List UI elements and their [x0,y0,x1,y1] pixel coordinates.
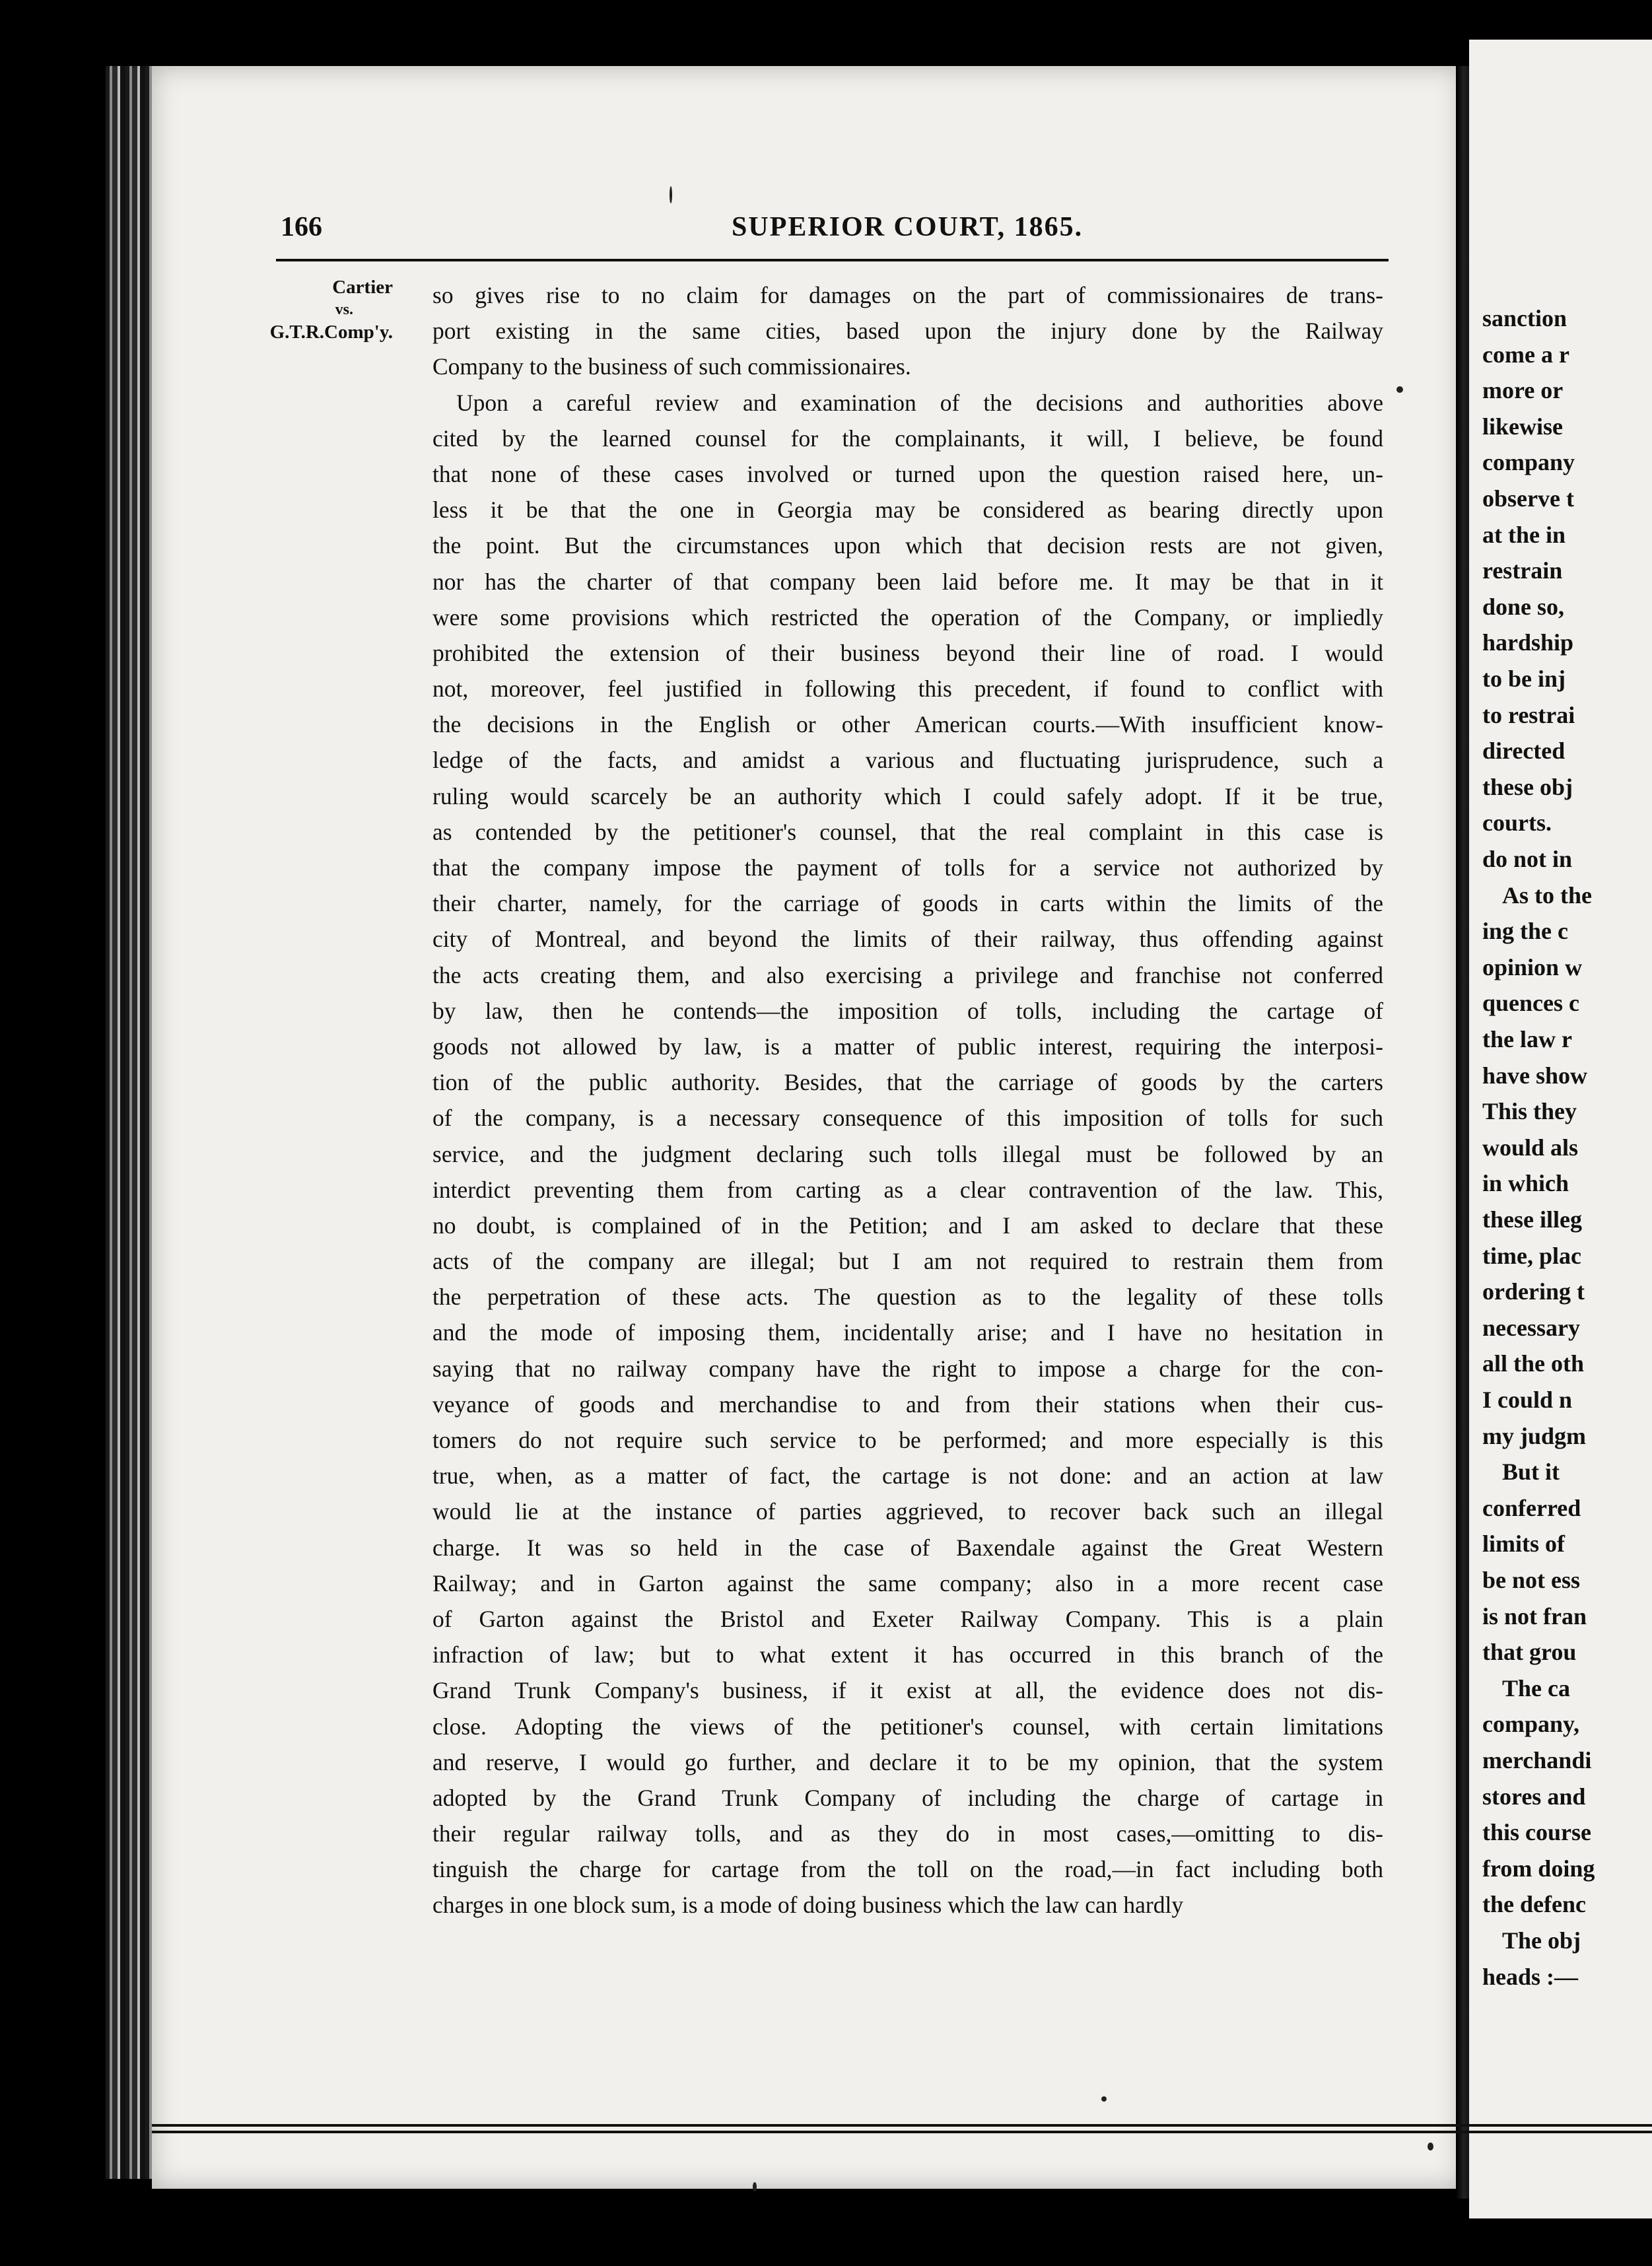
adjacent-page-text-line: necessary [1482,1314,1580,1341]
adjacent-page-text-line: I could n [1482,1387,1573,1413]
adjacent-page-text-line: in which [1482,1170,1569,1197]
adjacent-page-text-line: my judgm [1482,1422,1587,1449]
adjacent-page-text-line: This they [1482,1098,1577,1125]
adjacent-page-text-line: more or [1482,377,1564,404]
body-text-line: Upon a careful review and examination of the decisions and authorities above [456,389,1383,416]
adjacent-page-text-line: is not fran [1482,1602,1587,1630]
adjacent-page-text-line: But it [1502,1459,1560,1486]
adjacent-page-text-line: As to the [1502,881,1592,909]
body-text-line: prohibited the extension of their business beyond their line of road. I would [432,639,1383,666]
adjacent-page-text-line: the defenc [1482,1891,1586,1918]
body-text-line: saying that no railway company have the right to impose a charge for the con- [432,1355,1383,1382]
body-text-line: Grand Trunk Company's business, if it exist at all, the evidence does not dis- [432,1677,1383,1704]
adjacent-page-text-line: come a r [1482,341,1569,368]
adjacent-page-text-line: restrain [1482,557,1563,584]
bottom-rule-top [152,2124,1652,2127]
adjacent-page-text-line: at the in [1482,521,1566,548]
body-text-line: less it be that the one in Georgia may be considered as bearing directly upon [432,497,1383,524]
body-text [432,277,1383,1923]
adjacent-page-text-line: be not ess [1482,1567,1581,1593]
adjacent-page-text-line: quences c [1482,990,1579,1017]
body-text-line: and reserve, I would go further, and declare it to be my opinion, that the system [432,1748,1383,1775]
adjacent-page-text-line: ing the c [1482,918,1568,945]
body-text-line: and the mode of imposing them, incidentally arise; and I have no hesitation in [432,1319,1383,1346]
body-text-line: port existing in the same cities, based upon the injury done by the Railway [432,318,1383,345]
adjacent-page-text-line: these obj [1482,773,1573,800]
adjacent-page-text-line: the law r [1482,1026,1572,1052]
adjacent-page-text-line: hardship [1482,629,1574,656]
adjacent-page-text-line: The ca [1502,1674,1570,1701]
page-number: 166 [281,212,322,242]
margin-note-versus: vs. [335,301,353,318]
adjacent-page-text-line: opinion w [1482,953,1583,980]
body-text-line: veyance of goods and merchandise to and from their stations when their cus- [432,1390,1383,1418]
bottom-rule-bottom [152,2131,1652,2133]
body-text-line: the perpetration of these acts. The question as to the legality of these tolls [432,1284,1383,1311]
body-text-line: interdict preventing them from carting as a clear contravention of the law. This, [432,1176,1383,1203]
body-text-line: tinguish the charge for cartage from the toll on the road,—in fact including both [432,1856,1383,1883]
scan-speck [1101,2096,1107,2102]
adjacent-page-fragment [1469,40,1652,2218]
scan-speck [1428,2143,1433,2150]
adjacent-page-text-line: to be inj [1482,666,1566,692]
margin-note-defendant: G.T.R.Comp'y. [269,322,393,343]
adjacent-page-text-line: to restrai [1482,701,1575,728]
scan-speck [1396,386,1403,393]
body-text-line: nor has the charter of that company been laid before me. It may be that in it [432,568,1383,595]
body-text-line: the point. But the circumstances upon which that decision rests are not given, [432,532,1383,559]
adjacent-page-text-line: directed [1482,738,1566,765]
body-text-line: cited by the learned counsel for the complainants, it will, I believe, be found [432,425,1383,452]
margin-note-case-name [241,276,393,343]
adjacent-page-text-line: sanction [1482,305,1567,331]
adjacent-page-text-line: limits of [1482,1530,1565,1558]
adjacent-page-text-line: do not in [1482,846,1573,872]
body-text-line: acts of the company are illegal; but I am not required to restrain them from [432,1248,1383,1275]
body-text-line: tion of the public authority. Besides, that the carriage of goods by the carters [432,1069,1383,1096]
body-text-line: charge. It was so held in the case of Baxendale against the Great Western [432,1534,1383,1561]
body-text-line: Railway; and in Garton against the same company; also in a more recent case [432,1569,1383,1596]
adjacent-page-text-line: this course [1482,1819,1591,1846]
adjacent-page-text-line: courts. [1482,809,1552,837]
body-text-line: of Garton against the Bristol and Exeter Railway Company. This is a plain [432,1605,1383,1632]
body-text-line: their regular railway tolls, and as they do in most cases,—omitting to dis- [432,1820,1383,1847]
adjacent-page-text-line: all the oth [1482,1350,1585,1377]
body-text-line: so gives rise to no claim for damages on the part of commissionaires de trans- [432,282,1383,308]
body-text-line: close. Adopting the views of the petitioner's counsel, with certain limitations [432,1713,1383,1740]
body-text-line: that the company impose the payment of tolls for a service not authorized by [432,854,1383,881]
adjacent-page-text-line: from doing [1482,1855,1595,1882]
scan-speck [670,186,672,203]
adjacent-page-text-line: heads :— [1482,1963,1579,1990]
body-text-line: the decisions in the English or other American courts.—With insufficient know- [432,711,1383,738]
adjacent-page-text-line: The obj [1502,1927,1581,1954]
running-head: SUPERIOR COURT, 1865. [732,212,1084,242]
adjacent-page-text-line: stores and [1482,1783,1586,1810]
margin-note-plaintiff: Cartier [332,277,393,298]
adjacent-page-text-line: ordering t [1482,1278,1585,1305]
body-text-line: would lie at the instance of parties aggrieved, to recover back such an illegal [432,1498,1383,1525]
adjacent-page-text-line: company, [1482,1711,1580,1738]
adjacent-page-text-line: have show [1482,1062,1588,1089]
body-text-line: ruling would scarcely be an authority which I could safely adopt. If it be true, [432,782,1383,809]
body-text-line: service, and the judgment declaring such tolls illegal must be followed by an [432,1140,1383,1167]
body-text-line: as contended by the petitioner's counsel, that the real complaint in this case is [432,818,1383,845]
body-text-line: Company to the business of such commissionaires. [432,353,911,380]
header-rule [276,259,1389,261]
adjacent-page-text-line: time, plac [1482,1242,1581,1269]
body-text-line: true, when, as a matter of fact, the cartage is not done: and an action at law [432,1462,1383,1490]
body-text-line: no doubt, is complained of in the Petition; and I am asked to declare that these [432,1212,1383,1239]
body-text-line: goods not allowed by law, is a matter of public interest, requiring the interposi- [432,1033,1383,1060]
adjacent-page-text-line: conferred [1482,1494,1581,1521]
scan-speck [753,2182,757,2191]
body-text-line: of the company, is a necessary consequence of this imposition of tolls for such [432,1105,1383,1132]
adjacent-page-text-line: likewise [1482,413,1563,440]
body-text-line: infraction of law; but to what extent it has occurred in this branch of the [432,1641,1383,1668]
adjacent-page-text-line: merchandi [1482,1747,1592,1773]
adjacent-page-text-line: company [1482,449,1575,476]
book-binding-gutter [106,66,152,2179]
body-text-line: not, moreover, feel justified in following this precedent, if found to conflict with [432,675,1383,703]
body-text-line: by law, then he contends—the imposition of tolls, including the cartage of [432,997,1383,1024]
body-text-line: ledge of the facts, and amidst a various and fluctuating jurisprudence, such a [432,747,1383,774]
adjacent-page-text-line: these illeg [1482,1206,1582,1233]
adjacent-page-text-line: that grou [1482,1639,1577,1666]
body-text-line: city of Montreal, and beyond the limits of their railway, thus offending against [432,926,1383,953]
body-text-line: adopted by the Grand Trunk Company of including the charge of cartage in [432,1784,1383,1811]
body-text-line: were some provisions which restricted the operation of the Company, or impliedly [432,603,1383,631]
adjacent-page-text-line: would als [1482,1134,1579,1161]
adjacent-page-text-line: done so, [1482,593,1565,620]
body-text-line: charges in one block sum, is a mode of doing business which the law can hardly [432,1892,1184,1919]
adjacent-page-text-line: observe t [1482,485,1574,512]
body-text-line: tomers do not require such service to be performed; and more especially is this [432,1427,1383,1453]
body-text-line: their charter, namely, for the carriage of goods in carts within the limits of the [432,890,1383,917]
body-text-line: the acts creating them, and also exercising a privilege and franchise not conferred [432,961,1383,988]
body-text-line: that none of these cases involved or turned upon the question raised here, un- [432,460,1383,487]
